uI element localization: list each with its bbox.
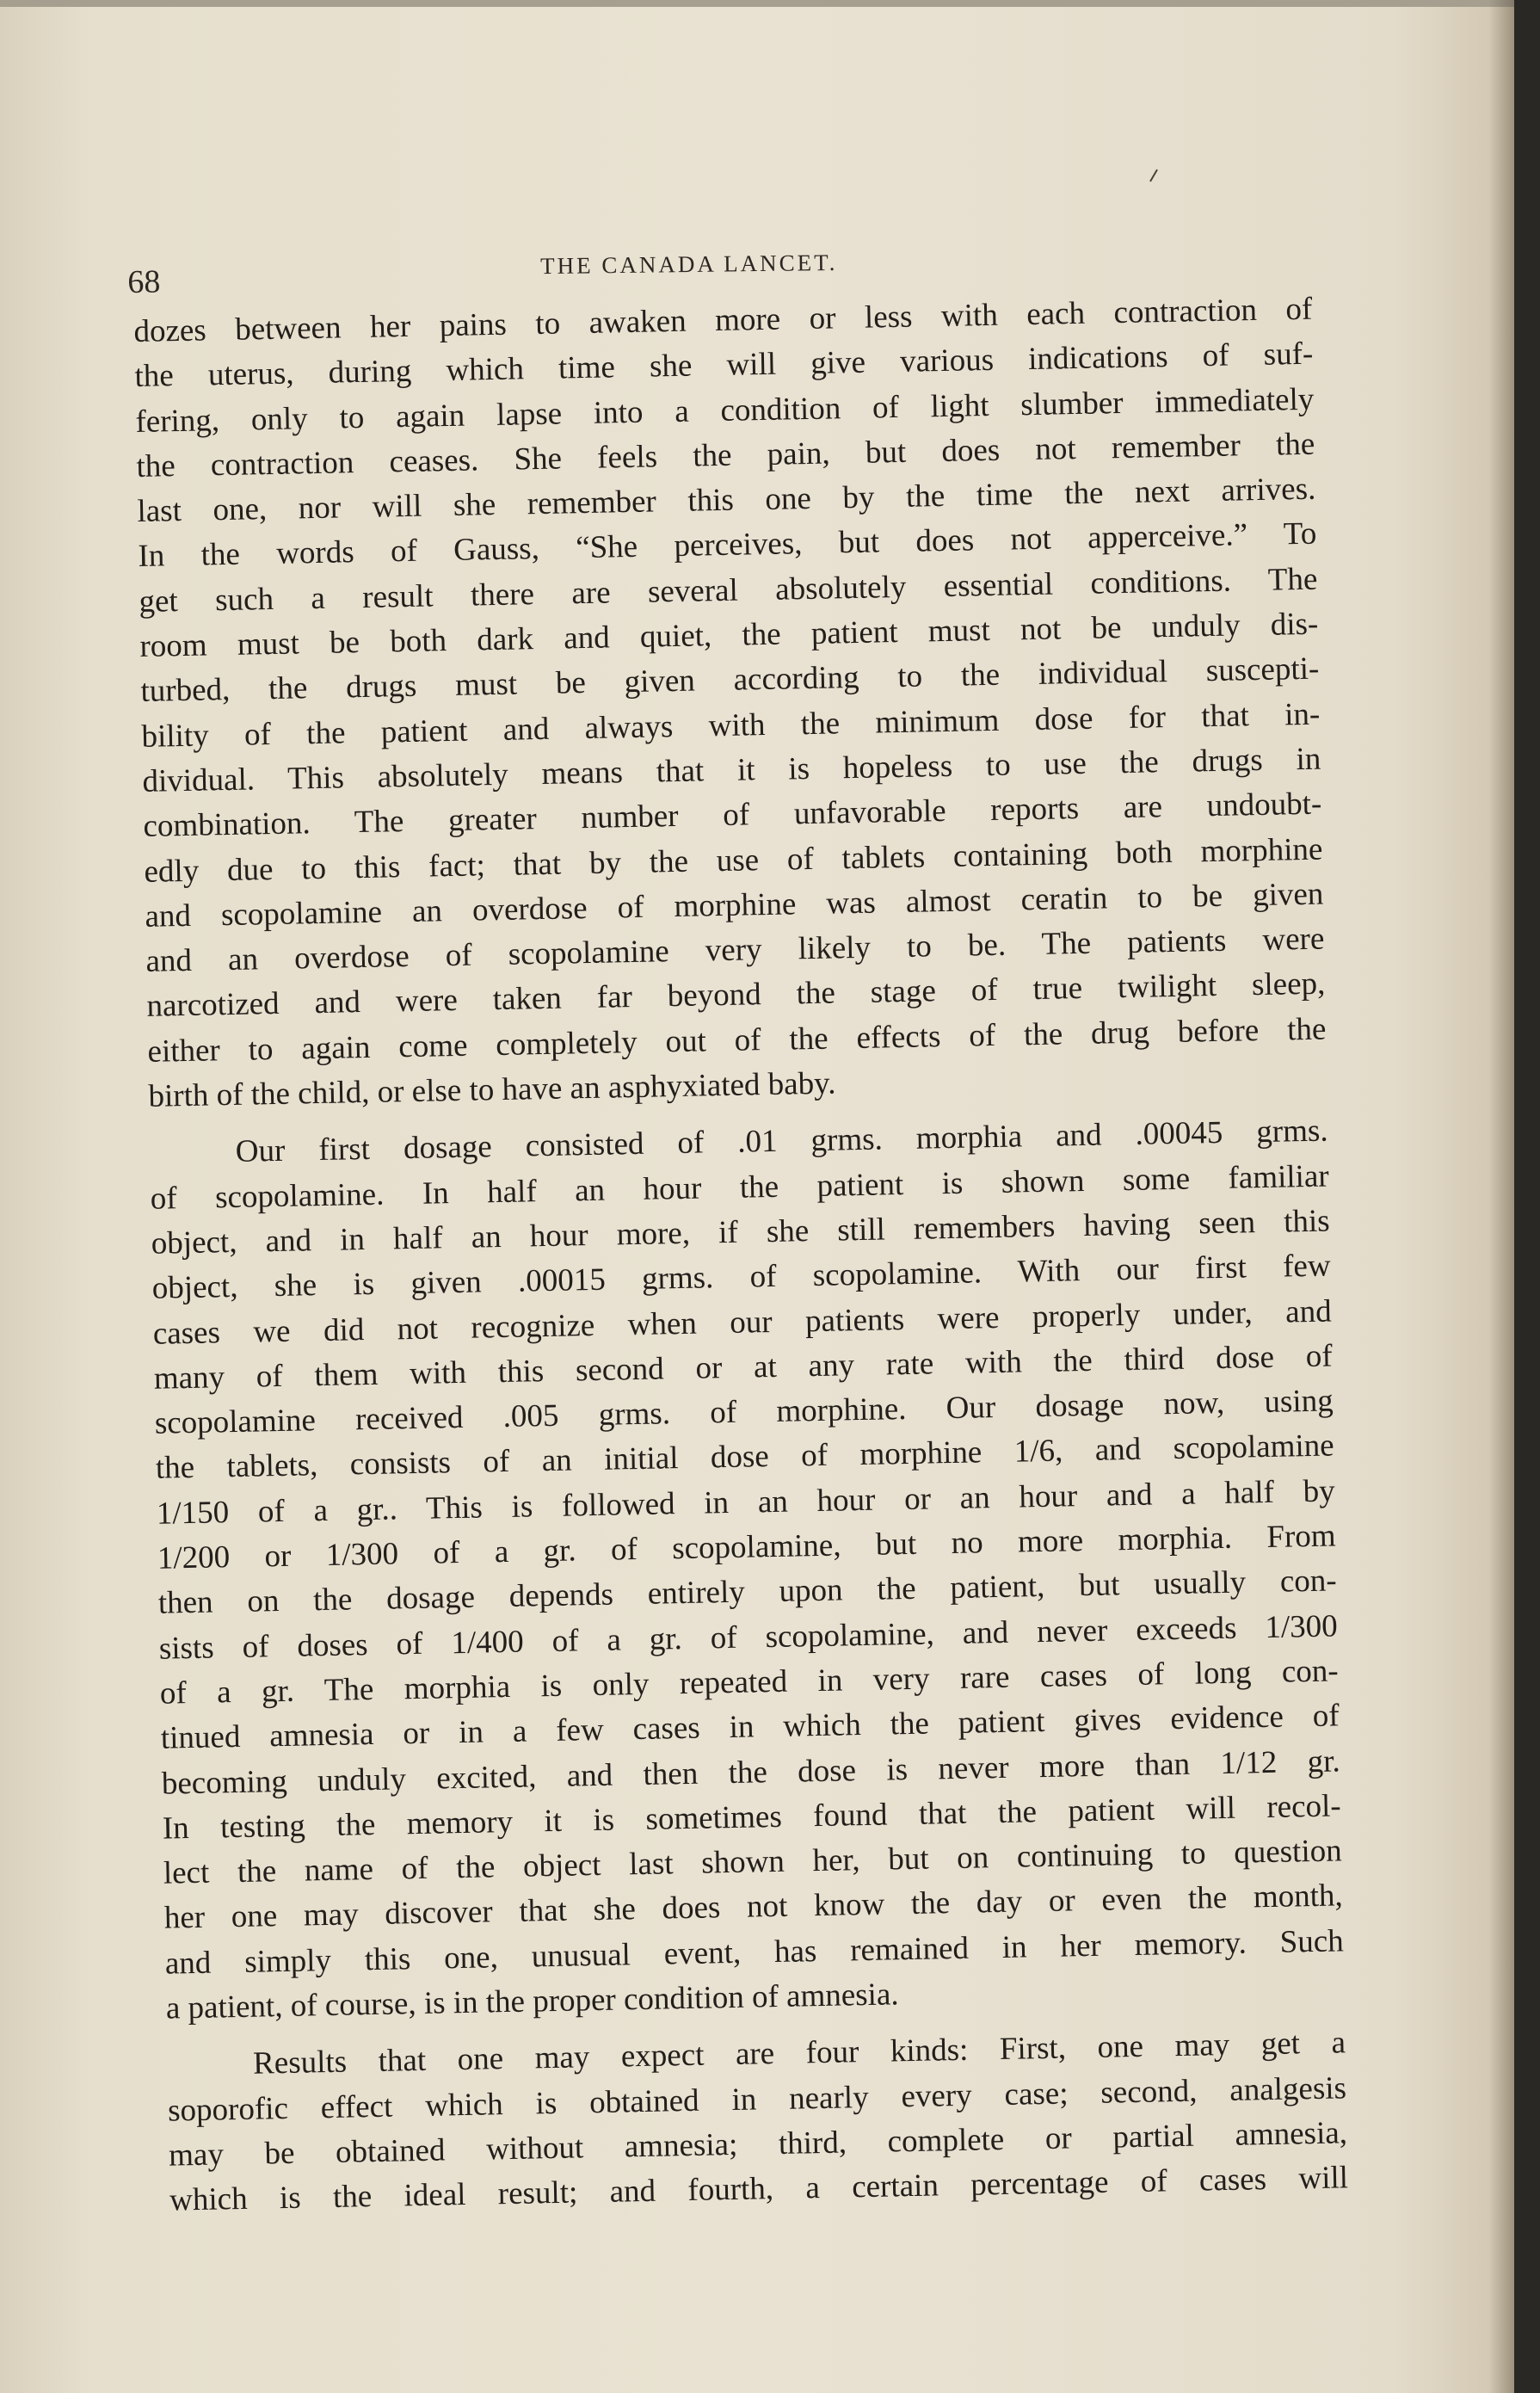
text-line: 1/200 or 1/300 of a gr. of scopolamine, but no more morphia. From	[157, 1518, 1337, 1576]
page-edge-shadow	[1488, 0, 1514, 2393]
text-line: In the words of Gauss, “She perceives, but does not apperceive.” To	[138, 516, 1317, 575]
page-number: 68	[127, 263, 161, 300]
text-line: and an overdose of scopolamine very likely to be. The patients were	[145, 921, 1325, 980]
text-line: then on the dosage depends entirely upon the patient, but usually con-	[157, 1563, 1338, 1622]
text-line: object, she is given .00015 grms. of scopolamine. With our first few	[151, 1248, 1331, 1307]
text-line: tinued amnesia or in a few cases in which the patient gives evidence of	[160, 1698, 1340, 1756]
text-line: In testing the memory it is sometimes found that the patient will recol-	[162, 1788, 1342, 1847]
text-line: of a gr. The morphia is only repeated in very rare cases of long con-	[159, 1653, 1340, 1711]
text-line: 1/150 of a gr.. This is followed in an hour or an hour and a half by	[156, 1473, 1336, 1532]
text-line: combination. The greater number of unfavorable reports are undoubt-	[143, 786, 1322, 845]
text-line: a patient, of course, is in the proper condition of amnesia.	[165, 1977, 899, 2026]
text-line: and scopolamine an overdose of morphine was almost ceratin to be given	[145, 876, 1324, 934]
text-line: of scopolamine. In half an hour the patient is shown some familiar	[150, 1158, 1329, 1217]
text-line: her one may discover that she does not know the day or even the month,	[163, 1878, 1344, 1937]
ink-mark	[1149, 170, 1158, 182]
text-line: dozes between her pains to awaken more or less with each contraction of	[133, 291, 1313, 349]
page-top-edge	[0, 0, 1514, 7]
text-line: which is the ideal result; and fourth, a certain percentage of cases will	[169, 2160, 1349, 2218]
article-body	[133, 287, 1348, 2223]
text-line: turbed, the drugs must be given according to the individual suscepti-	[140, 651, 1320, 710]
text-line: narcotized and were taken far beyond the stage of true twilight sleep,	[146, 966, 1326, 1025]
text-line: dividual. This absolutely means that it is hopeless to use the drugs in	[142, 741, 1321, 799]
text-line: edly due to this fact; that by the use of tablets containing both morphine	[144, 831, 1323, 890]
text-line: cases we did not recognize when our patients were properly under, and	[152, 1293, 1332, 1352]
journal-title: THE CANADA LANCET.	[539, 249, 838, 280]
text-line: may be obtained without amnesia; third, complete or partial amnesia,	[168, 2115, 1348, 2174]
text-line: the contraction ceases. She feels the pain, but does not remember the	[136, 426, 1315, 484]
text-line: lect the name of the object last shown her, but on continuing to question	[163, 1833, 1343, 1891]
text-line: get such a result there are several absolutely essential conditions. The	[139, 561, 1318, 620]
paragraph-2	[149, 1109, 1345, 2032]
text-line: the uterus, during which time she will give various indications of suf-	[134, 336, 1314, 395]
text-line: birth of the child, or else to have an asphyxiated baby.	[148, 1065, 836, 1114]
text-line: bility of the patient and always with the minimum dose for that in-	[141, 696, 1321, 755]
text-line: last one, nor will she remember this one by the time the next arrives.	[137, 471, 1316, 530]
text-line: sists of doses of 1/400 of a gr. of scopolamine, and never exceeds 1/300	[158, 1608, 1339, 1667]
text-line: Results that one may expect are four kinds: First, one may get a	[252, 2025, 1346, 2082]
paragraph-3	[167, 2021, 1349, 2223]
text-line: either to again come completely out of the effects of the drug before the	[147, 1011, 1327, 1070]
text-line: fering, only to again lapse into a condition of light slumber immediately	[135, 381, 1315, 440]
text-line: becoming unduly excited, and then the dose is never more than 1/12 gr.	[161, 1742, 1341, 1802]
text-line: Our first dosage consisted of .01 grms. morphia and .00045 grms.	[235, 1113, 1328, 1170]
text-line: and simply this one, unusual event, has remained in her memory. Such	[164, 1923, 1345, 1982]
text-line: scopolamine received .005 grms. of morphine. Our dosage now, using	[154, 1383, 1334, 1441]
text-line: many of them with this second or at any rate with the third dose of	[153, 1338, 1333, 1397]
text-line: room must be both dark and quiet, the patient must not be unduly dis-	[139, 606, 1319, 665]
text-line: soporofic effect which is obtained in nearly every case; second, analgesis	[167, 2069, 1347, 2129]
text-line: object, and in half an hour more, if she still remembers having seen this	[151, 1203, 1330, 1261]
paragraph-1	[133, 287, 1327, 1119]
text-line: the tablets, consists of an initial dose of morphine 1/6, and scopolamine	[155, 1428, 1334, 1487]
